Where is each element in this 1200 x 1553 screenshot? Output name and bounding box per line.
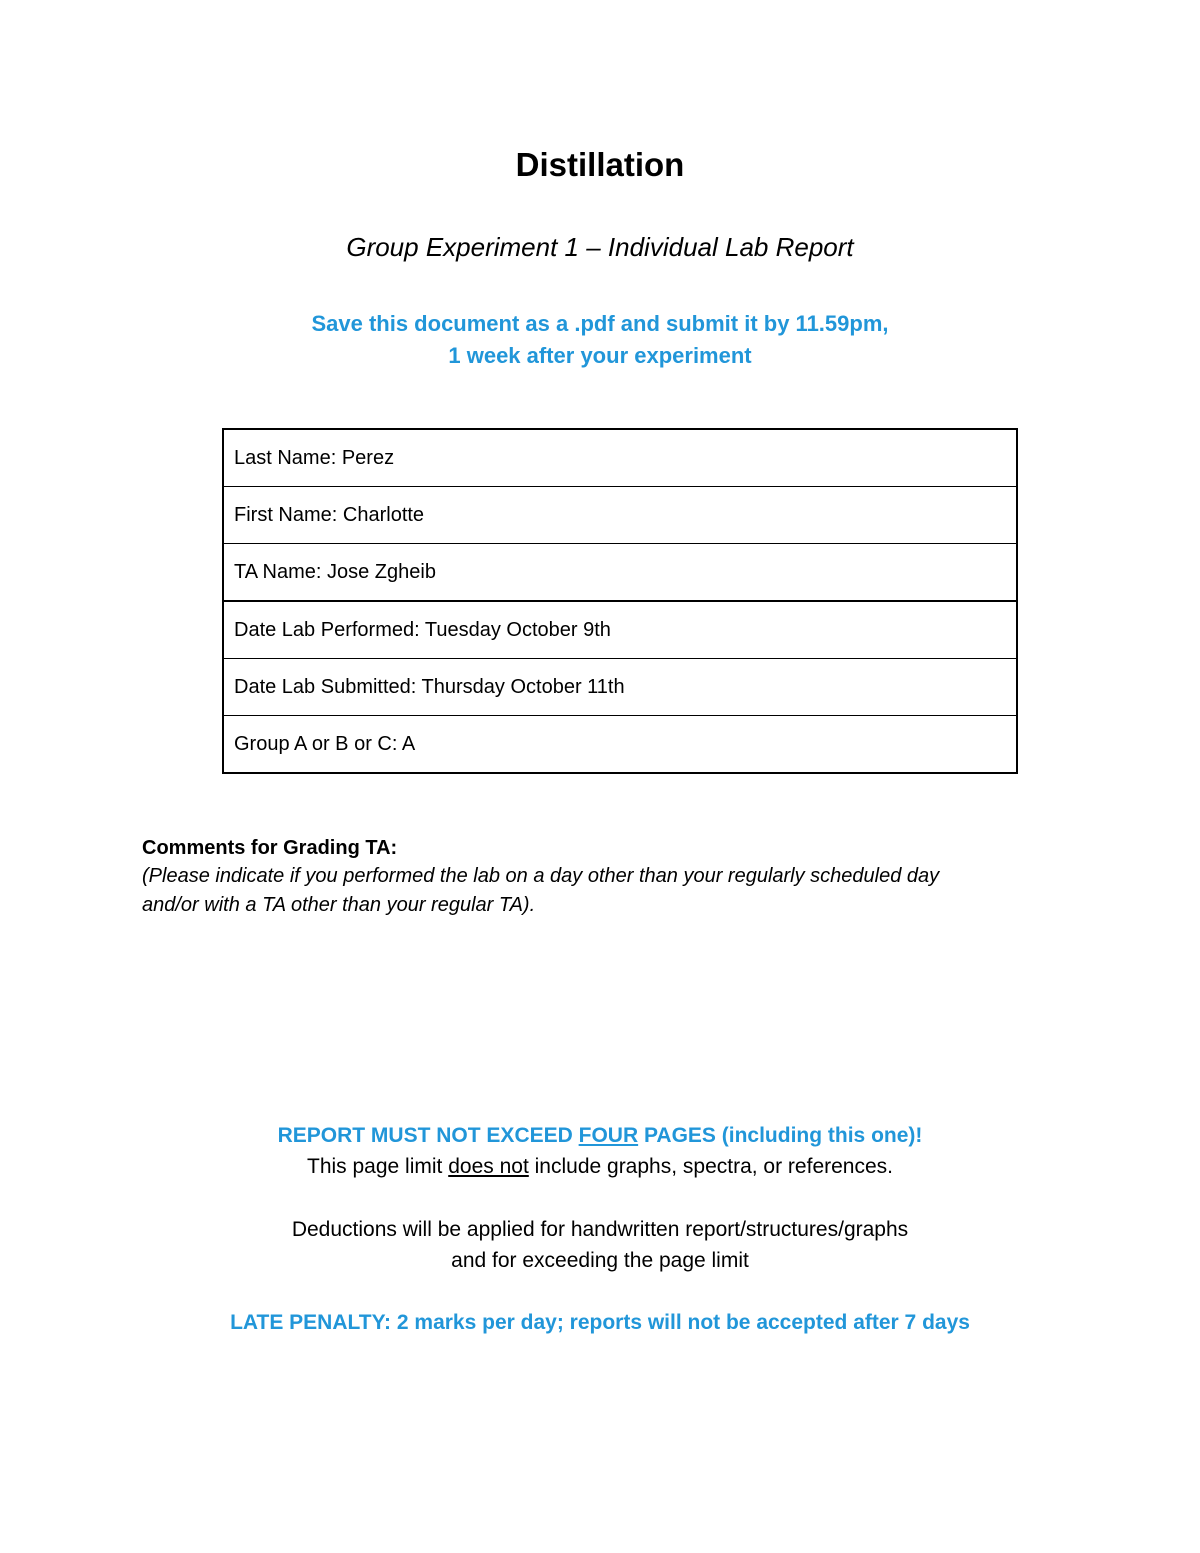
exclusion-pre: This page limit [307,1155,449,1178]
date-performed-value: Tuesday October 9th [424,619,611,641]
comments-instruction-line-1: (Please indicate if you performed the lab on a day other than your regularly scheduled day [142,865,940,887]
group-label: Group A or B or C: [234,733,402,755]
table-row-group [223,716,1017,774]
late-penalty-notice: LATE PENALTY: 2 marks per day; reports will not be accepted after 7 days [230,1311,970,1334]
comments-instruction [142,862,1022,920]
submission-instruction-line-1: Save this document as a .pdf and submit it by 11.59pm, [311,311,889,336]
table-row-ta-name [223,544,1017,602]
first-name-value: Charlotte [342,504,425,526]
group-cell [223,716,1017,774]
page-limit-notice [0,1121,1200,1151]
page-limit-exclusion [0,1152,1200,1182]
ta-name-cell [223,544,1017,602]
last-name-label: Last Name: [234,447,342,469]
date-submitted-cell [223,659,1017,716]
page-limit-post: PAGES (including this one)! [638,1124,923,1147]
date-submitted-label: Date Lab Submitted: [234,676,422,698]
last-name-cell [223,429,1017,487]
date-submitted-value: Thursday October 11th [421,676,625,698]
deductions-line-1: Deductions will be applied for handwritten report/structures/graphs [291,1218,909,1241]
first-name-label: First Name: [234,504,343,526]
document-subtitle: Group Experiment 1 – Individual Lab Report [346,232,854,262]
page-limit-pre: REPORT MUST NOT EXCEED [277,1124,579,1147]
page-limit-emphasis: FOUR [578,1124,639,1147]
date-performed-label: Date Lab Performed: [234,619,425,641]
table-row-last-name [223,429,1017,487]
table-row-date-submitted [223,659,1017,716]
ta-name-value: Jose Zgheib [327,561,436,583]
exclusion-emphasis: does not [448,1155,529,1178]
last-name-value: Perez [341,447,395,469]
exclusion-post: include graphs, spectra, or references. [528,1155,893,1178]
document-title: Distillation [515,146,685,183]
student-info-table [222,428,1018,774]
submission-instruction-line-2: 1 week after your experiment [448,343,752,368]
date-performed-cell [223,601,1017,659]
comments-instruction-line-2: and/or with a TA other than your regular TA). [142,894,536,916]
deductions-line-2: and for exceeding the page limit [451,1249,749,1272]
ta-name-label: TA Name: [234,561,327,583]
table-row-date-performed [223,601,1017,659]
group-value: A [401,733,416,755]
comments-heading: Comments for Grading TA: [142,837,398,859]
first-name-cell [223,487,1017,544]
table-row-first-name [223,487,1017,544]
